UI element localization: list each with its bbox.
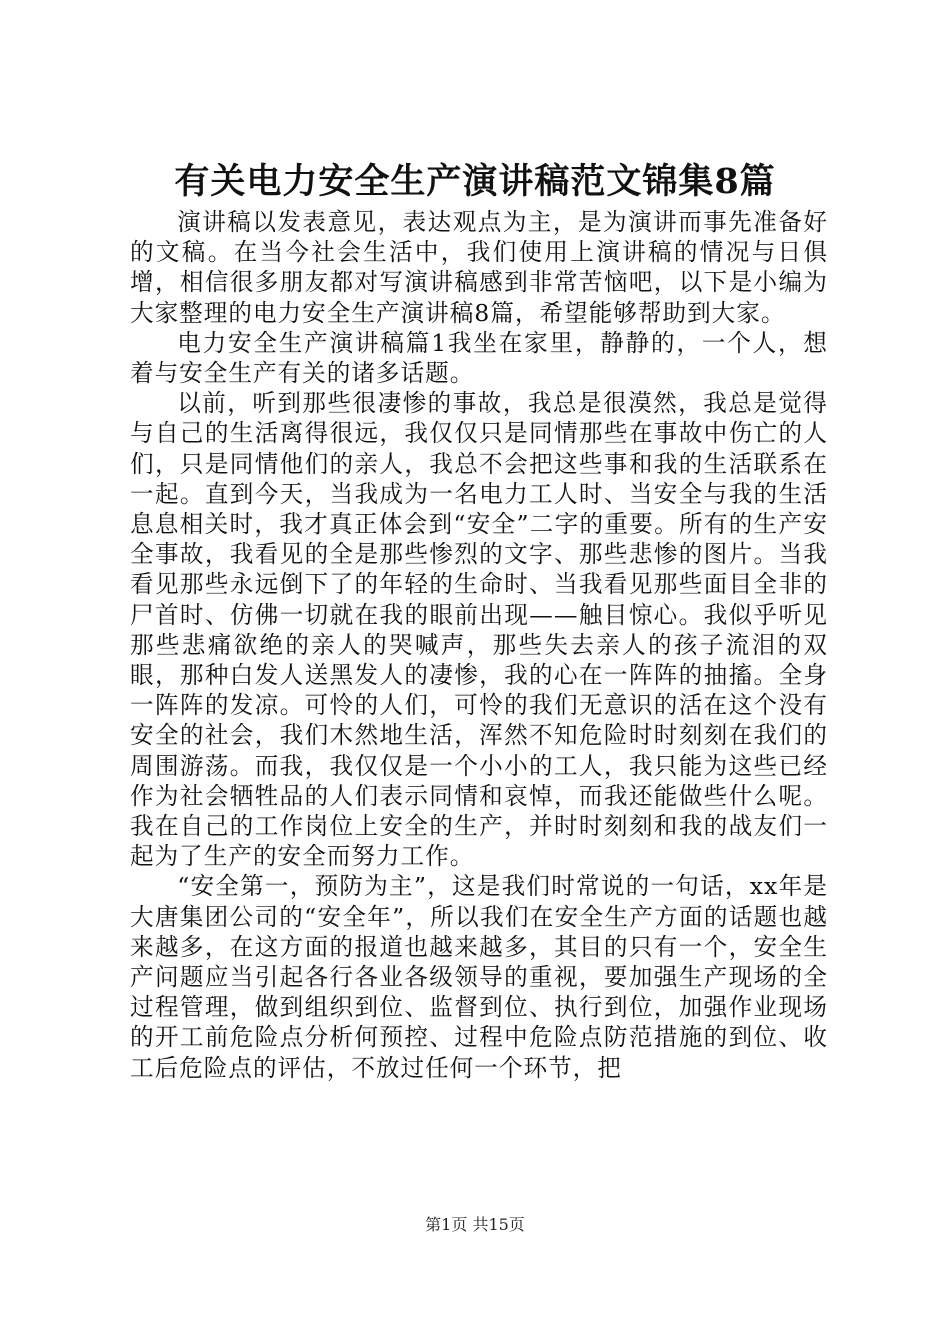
paragraph-safety-first: “安全第一，预防为主”，这是我们时常说的一句话，xx年是大唐集团公司的“安全年”，所以我们在安全生产方面的话题也越来越多，在这方面的报道也越来越多，其目的只有一个，安全生产问题应当引起各行各业各级领导的重视，要加强生产现场的全过程管理，做到组织到位、监督到位、执行到位，加强作业现场的开工前危险点分析何预控、过程中危险点防范措施的到位、收工后危险点的评估，不放过任何一个环节，把 (130, 872, 828, 1082)
paragraph-speech-1-opening: 电力安全生产演讲稿篇1我坐在家里，静静的，一个人，想着与安全生产有关的诸多话题。 (130, 328, 828, 388)
document-title: 有关电力安全生产演讲稿范文锦集8篇 (174, 161, 776, 202)
paragraph-intro: 演讲稿以发表意见，表达观点为主，是为演讲而事先准备好的文稿。在当今社会生活中，我们使用上演讲稿的情况与日俱增，相信很多朋友都对写演讲稿感到非常苦恼吧，以下是小编为大家整理的电力安全生产演讲稿8篇，希望能够帮助到大家。 (130, 208, 828, 327)
document-body (130, 207, 828, 1083)
page-number-footer: 第1页 共15页 (425, 1215, 525, 1234)
paragraph-speech-1-body: 以前，听到那些很凄惨的事故，我总是很漠然，我总是觉得与自己的生活离得很远，我仅仅只是同情那些在事故中伤亡的人们，只是同情他们的亲人，我总不会把这些事和我的生活联系在一起。直到今天，当我成为一名电力工人时、当安全与我的生活息息相关时，我才真正体会到“安全”二字的重要。所有的生产安全事故，我看见的全是那些惨烈的文字、那些悲惨的图片。当我看见那些永远倒下了的年轻的生命时、当我看见那些面目全非的尸首时、仿佛一切就在我的眼前出现——触目惊心。我似乎听见那些悲痛欲绝的亲人的哭喊声，那些失去亲人的孩子流泪的双眼，那种白发人送黑发人的凄惨，我的心在一阵阵的抽搐。全身一阵阵的发凉。可怜的人们，可怜的我们无意识的活在这个没有安全的社会，我们木然地生活，浑然不知危险时时刻刻在我们的周围游荡。而我，我仅仅是一个小小的工人，我只能为这些已经作为社会牺牲品的人们表示同情和哀悼，而我还能做些什么呢。我在自己的工作岗位上安全的生产，并时时刻刻和我的战友们一起为了生产的安全而努力工作。 (130, 389, 828, 871)
